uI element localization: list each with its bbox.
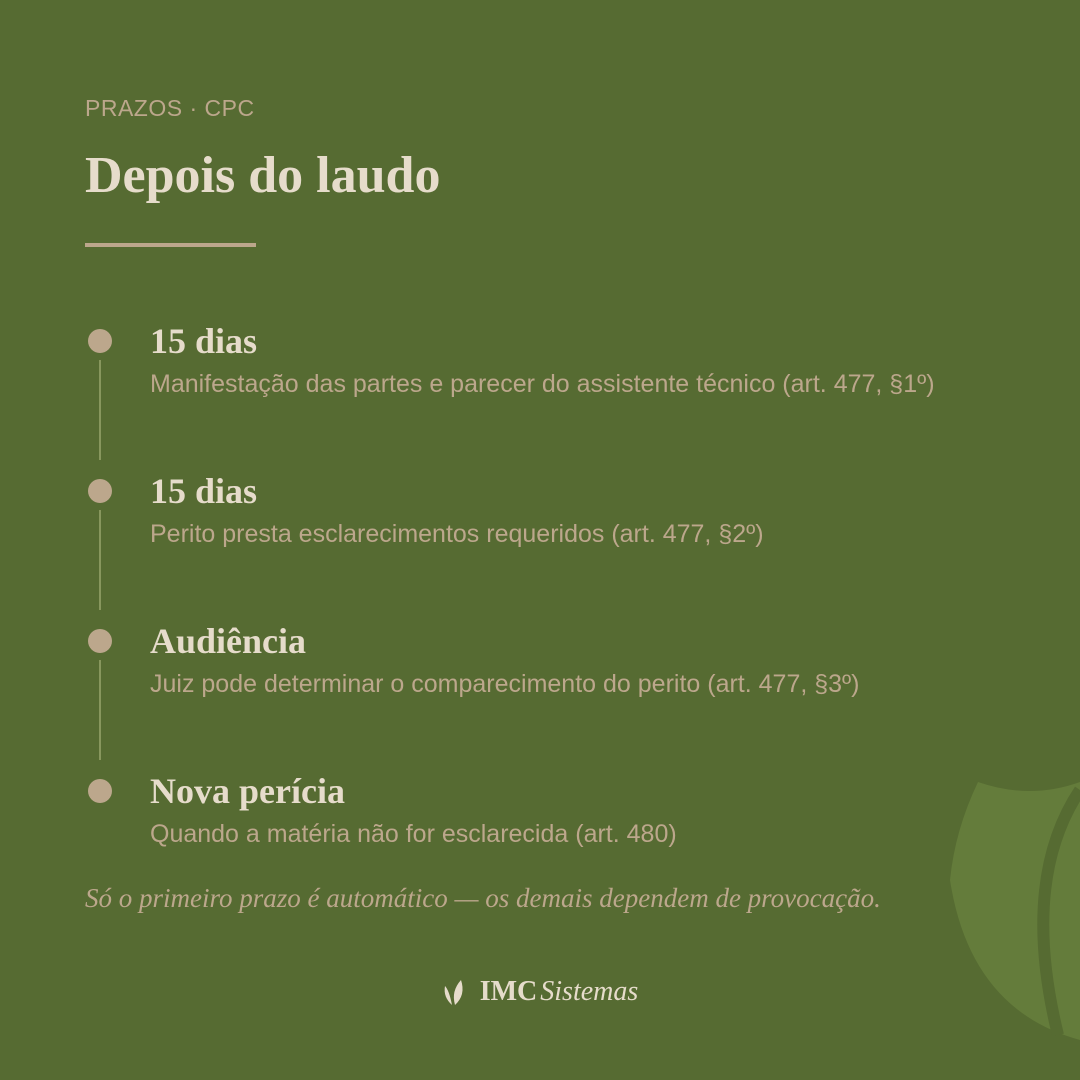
timeline-item-title: Nova perícia bbox=[150, 771, 345, 811]
timeline-item-description: Quando a matéria não for esclarecida (art. 480) bbox=[150, 820, 677, 848]
timeline-dot bbox=[88, 479, 112, 503]
timeline-item bbox=[85, 620, 985, 770]
brand-logo bbox=[0, 972, 1080, 1012]
timeline-connector bbox=[99, 510, 101, 610]
timeline-item-title: 15 dias bbox=[150, 471, 258, 511]
brand-name-italic: Sistemas bbox=[540, 976, 639, 1007]
timeline-dot bbox=[88, 629, 112, 653]
brand-name-bold: IMC bbox=[479, 976, 538, 1007]
title-underline bbox=[85, 243, 256, 247]
footnote: Só o primeiro prazo é automático — os demais dependem de provocação. bbox=[85, 883, 881, 913]
timeline-item-description: Manifestação das partes e parecer do assistente técnico (art. 477, §1º) bbox=[150, 370, 935, 398]
timeline-item-title: Audiência bbox=[150, 621, 307, 661]
timeline-connector bbox=[99, 660, 101, 760]
eyebrow-label: PRAZOS · CPC bbox=[85, 95, 255, 121]
timeline-item-description: Juiz pode determinar o comparecimento do perito (art. 477, §3º) bbox=[150, 670, 860, 698]
timeline-item-description: Perito presta esclarecimentos requeridos (art. 477, §2º) bbox=[150, 520, 764, 548]
timeline-item-title: 15 dias bbox=[150, 321, 258, 361]
timeline-dot bbox=[88, 329, 112, 353]
timeline-item bbox=[85, 320, 985, 470]
timeline bbox=[85, 320, 985, 920]
timeline-connector bbox=[99, 360, 101, 460]
page-title: Depois do laudo bbox=[85, 147, 441, 204]
leaf-icon bbox=[442, 977, 466, 1007]
timeline-item bbox=[85, 470, 985, 620]
timeline-dot bbox=[88, 779, 112, 803]
